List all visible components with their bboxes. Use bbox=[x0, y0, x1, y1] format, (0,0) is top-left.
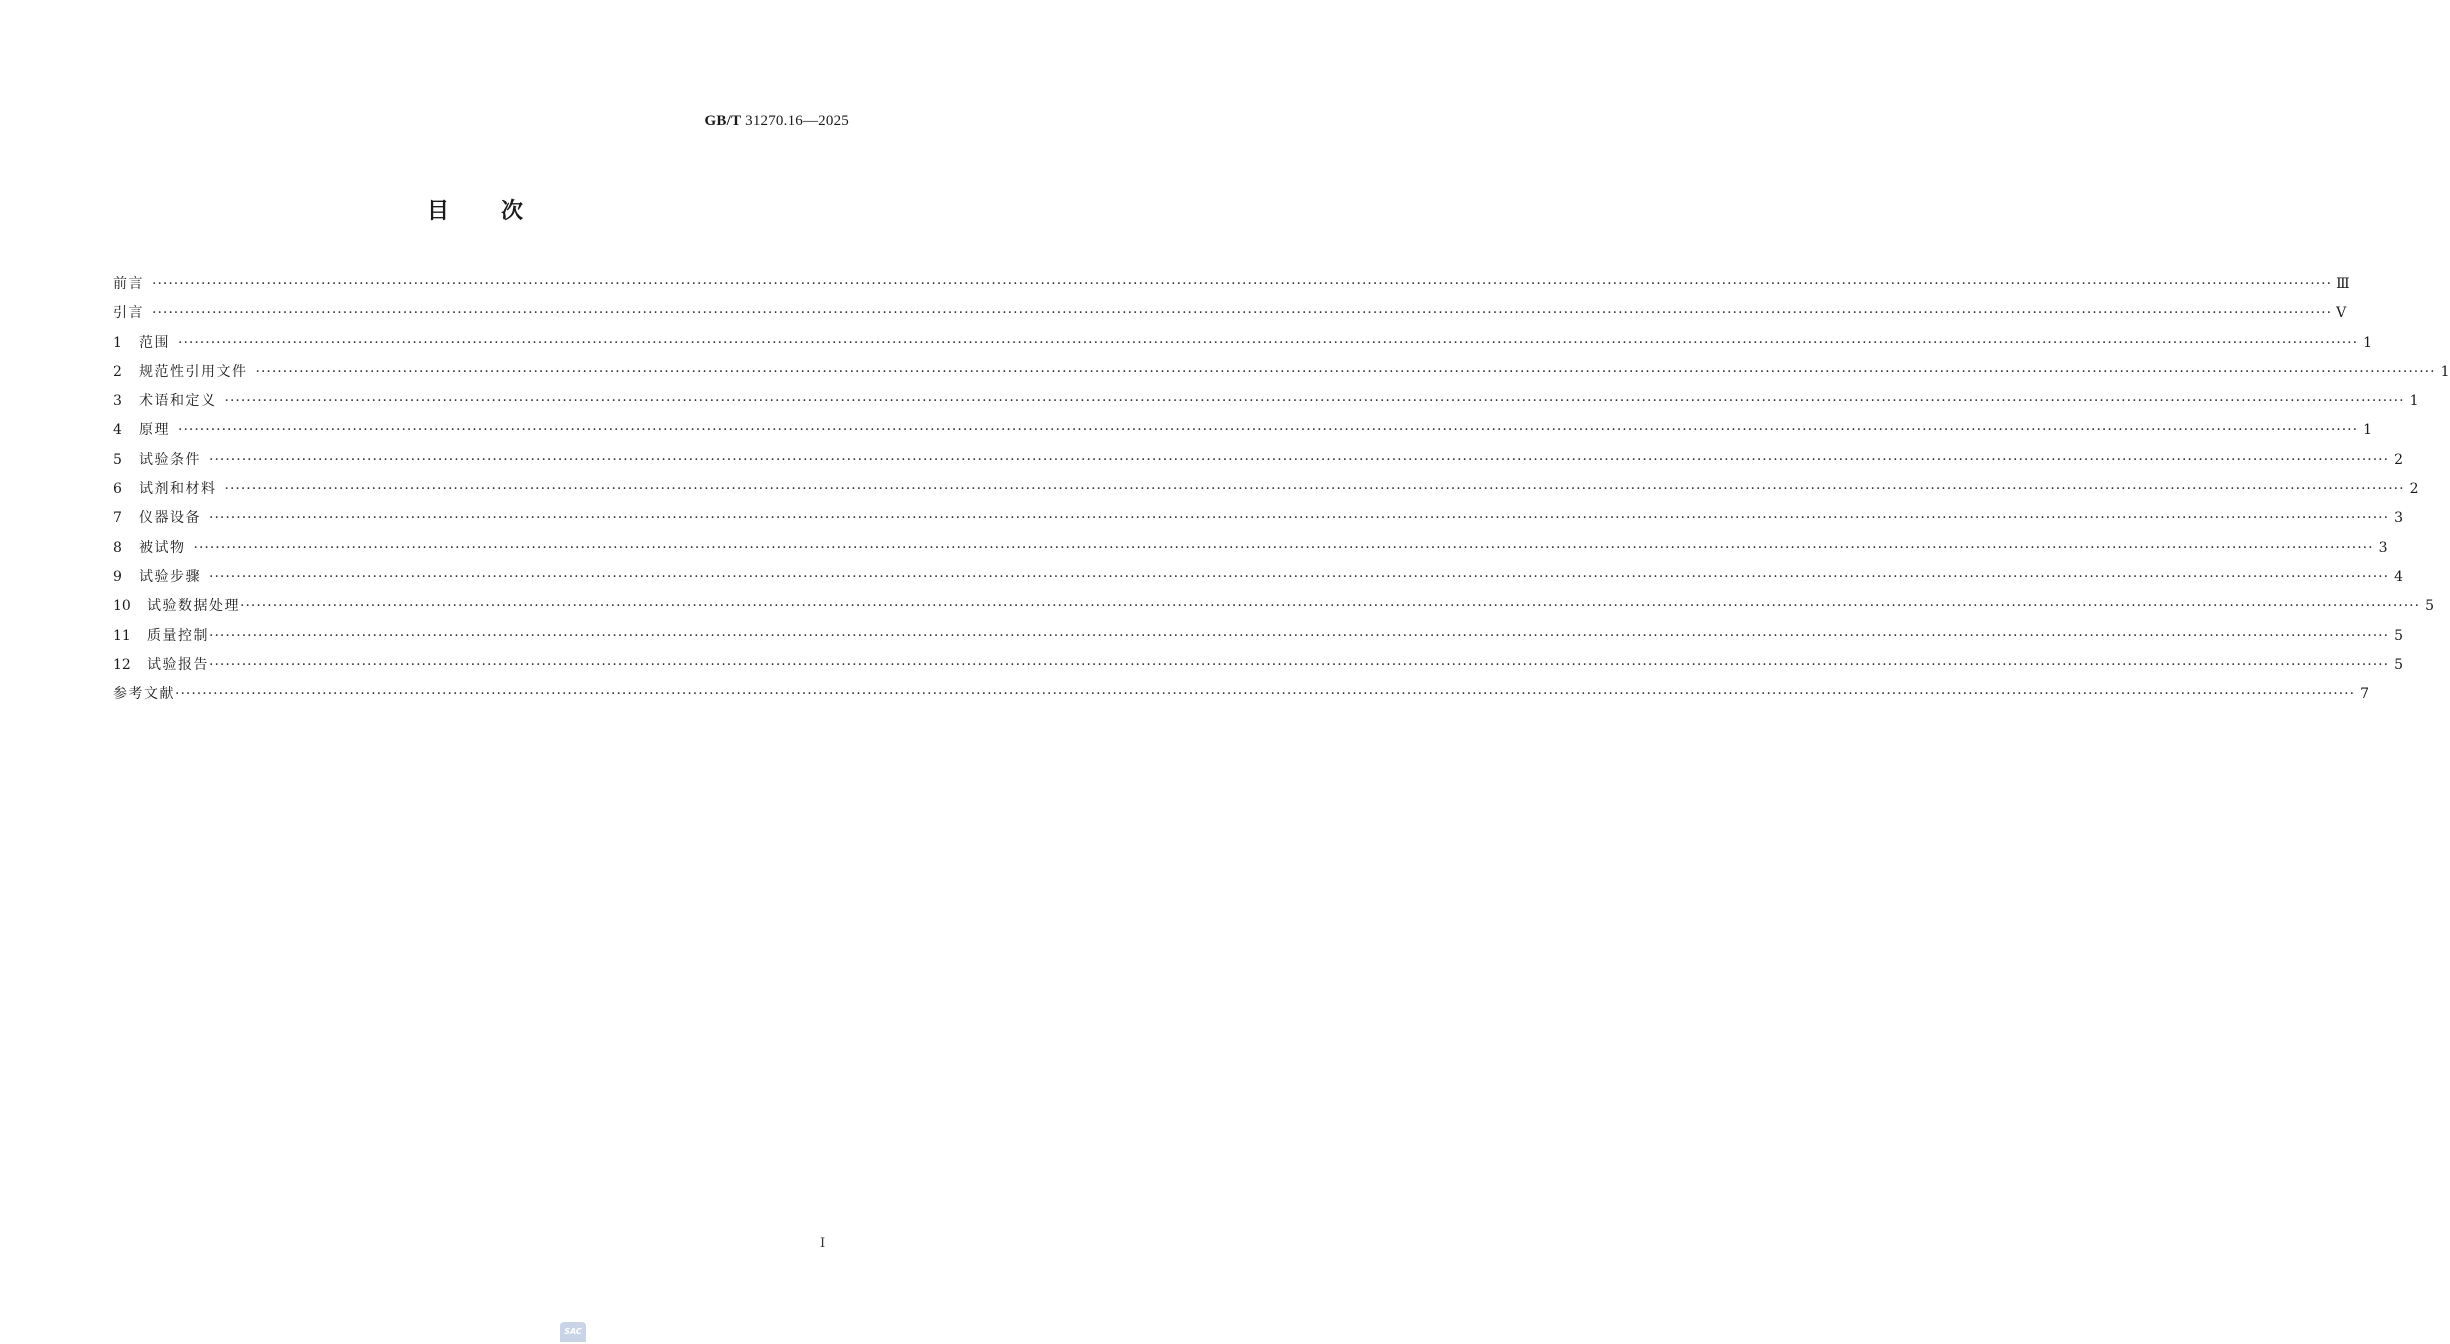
toc-entry-page: 2 bbox=[2409, 481, 2419, 498]
toc-entry-label: 试验条件 bbox=[139, 451, 201, 468]
toc-entry-label: 试验报告 bbox=[147, 656, 209, 673]
standard-number: 31270.16—2025 bbox=[741, 113, 849, 129]
toc-entry-label: 规范性引用文件 bbox=[139, 363, 248, 380]
toc-entry-page: 1 bbox=[2363, 422, 2373, 439]
toc-dot-leader: ················································································································································································································································································································································································································ bbox=[209, 510, 2390, 527]
toc-entry-page: 2 bbox=[2394, 451, 2404, 468]
toc-entry[interactable] bbox=[113, 416, 2373, 445]
toc-dot-leader: ················································································································································································································································································································································································································ bbox=[209, 451, 2390, 468]
toc-entry-number: 7 bbox=[113, 510, 122, 527]
toc-dot-leader: ················································································································································································································································································································································································································ bbox=[255, 363, 2436, 380]
toc-entry-page: 1 bbox=[2409, 393, 2419, 410]
page-number: Ⅰ bbox=[820, 1236, 826, 1251]
toc-entry-number: 4 bbox=[113, 422, 122, 439]
toc-entry[interactable] bbox=[113, 680, 2370, 709]
toc-entry-page: 5 bbox=[2425, 598, 2435, 615]
toc-entry[interactable] bbox=[113, 563, 2404, 592]
toc-dot-leader: ················································································································································································································································································································································································································ bbox=[209, 568, 2390, 585]
toc-entry-label: 被试物 bbox=[139, 539, 186, 556]
toc-entry[interactable] bbox=[113, 446, 2404, 475]
toc-entry[interactable] bbox=[113, 475, 2419, 504]
toc-entry-label: 质量控制 bbox=[147, 627, 209, 644]
toc-entry[interactable] bbox=[113, 534, 2388, 563]
toc-entry-label: 试验数据处理 bbox=[147, 598, 240, 615]
toc-entry[interactable] bbox=[113, 387, 2419, 416]
toc-dot-leader: ················································································································································································································································································································································································································ bbox=[193, 539, 2374, 556]
toc-entry[interactable] bbox=[113, 270, 2350, 299]
toc-dot-leader: ················································································································································································································································································································································································································ bbox=[152, 276, 2333, 292]
toc-dot-leader: ················································································································································································································································································································································································································ bbox=[209, 656, 2390, 673]
toc-entry[interactable] bbox=[113, 329, 2373, 358]
toc-dot-leader: ················································································································································································································································································································································································································ bbox=[224, 481, 2405, 498]
toc-entry-label: 前言 bbox=[113, 276, 144, 292]
standard-code bbox=[705, 113, 849, 130]
toc-entry-number: 6 bbox=[113, 481, 122, 498]
toc-entry-page: 4 bbox=[2394, 568, 2404, 585]
toc-entry-number: 9 bbox=[113, 568, 122, 585]
toc-dot-leader: ················································································································································································································································································································································································································ bbox=[240, 598, 2421, 615]
toc-entry-label: 试验步骤 bbox=[139, 568, 201, 585]
toc-entry-number: 5 bbox=[113, 451, 122, 468]
toc-dot-leader: ················································································································································································································································································································································································································ bbox=[178, 334, 2359, 351]
toc-entry-page: 3 bbox=[2394, 510, 2404, 527]
standard-prefix: GB/T bbox=[704, 113, 742, 129]
toc-entry-page: Ⅲ bbox=[2336, 276, 2350, 292]
toc-entry-label: 引言 bbox=[113, 305, 144, 322]
toc-entry-number: 8 bbox=[113, 539, 122, 556]
toc-entry-label: 原理 bbox=[139, 422, 170, 439]
toc-entry-label: 试剂和材料 bbox=[139, 481, 217, 498]
toc-entry-number: 12 bbox=[113, 656, 131, 673]
toc-entry-page: 5 bbox=[2394, 656, 2404, 673]
table-of-contents bbox=[113, 270, 2450, 709]
toc-entry-number: 10 bbox=[113, 598, 131, 615]
toc-entry-page: 5 bbox=[2394, 627, 2404, 644]
toc-entry-page: 1 bbox=[2363, 334, 2373, 351]
toc-dot-leader: ················································································································································································································································································································································································································ bbox=[209, 627, 2390, 644]
toc-dot-leader: ················································································································································································································································································································································································································ bbox=[175, 686, 2356, 703]
toc-entry-number: 3 bbox=[113, 393, 122, 410]
toc-entry[interactable] bbox=[113, 592, 2435, 621]
toc-entry-page: 3 bbox=[2378, 539, 2388, 556]
toc-entry-number: 1 bbox=[113, 334, 122, 351]
toc-entry-number: 2 bbox=[113, 363, 122, 380]
toc-entry-page: 7 bbox=[2360, 686, 2370, 703]
toc-entry-label: 参考文献 bbox=[113, 686, 175, 703]
toc-entry[interactable] bbox=[113, 358, 2450, 387]
toc-dot-leader: ················································································································································································································································································································································································································ bbox=[152, 305, 2333, 322]
toc-entry-page: Ⅴ bbox=[2336, 305, 2347, 322]
sac-watermark-logo: SAC bbox=[560, 1322, 586, 1342]
toc-entry[interactable] bbox=[113, 504, 2404, 533]
page-title: 目次 bbox=[426, 199, 575, 224]
toc-entry-label: 仪器设备 bbox=[139, 510, 201, 527]
toc-entry[interactable] bbox=[113, 622, 2404, 651]
toc-dot-leader: ················································································································································································································································································································································································································ bbox=[178, 422, 2359, 439]
toc-entry[interactable] bbox=[113, 299, 2347, 328]
toc-entry-label: 术语和定义 bbox=[139, 393, 217, 410]
toc-entry[interactable] bbox=[113, 651, 2404, 680]
toc-dot-leader: ················································································································································································································································································································································································································ bbox=[224, 393, 2405, 410]
toc-entry-number: 11 bbox=[113, 627, 131, 644]
toc-entry-label: 范围 bbox=[139, 334, 170, 351]
toc-entry-page: 1 bbox=[2440, 363, 2450, 380]
